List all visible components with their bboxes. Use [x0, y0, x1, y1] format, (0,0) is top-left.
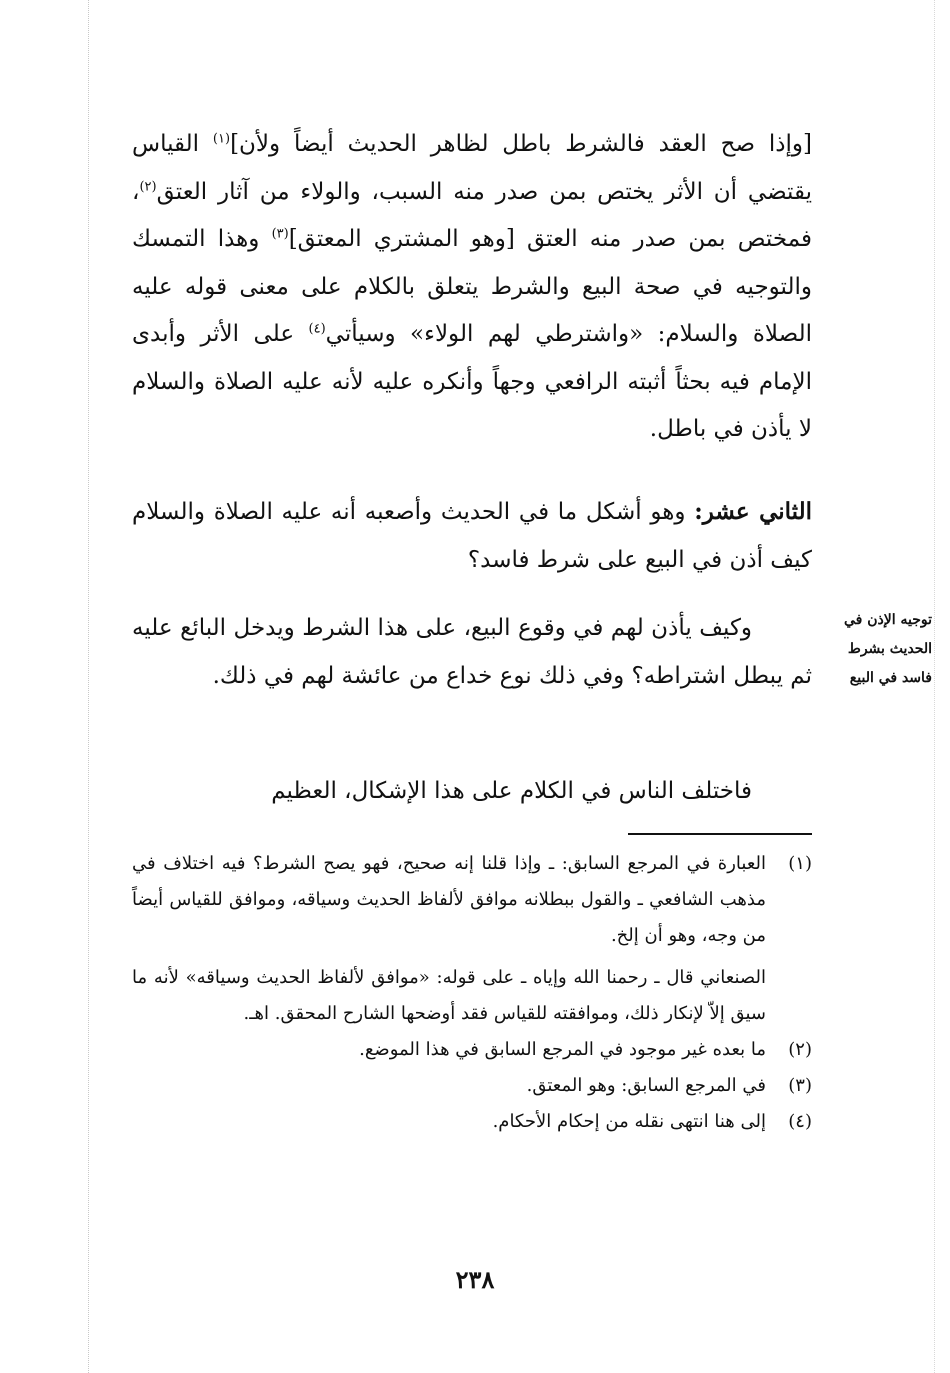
paragraph-text: [وإذا صح العقد فالشرط باطل لظاهر الحديث أيضاً ولأن] — [230, 131, 812, 157]
footnote-ref-3: (٣) — [271, 226, 289, 242]
footnote-1 — [132, 846, 812, 954]
section-lead: الثاني عشر: — [694, 498, 812, 525]
footnote-number: (٣) — [788, 1075, 812, 1096]
page-number: ٢٣٨ — [455, 1265, 495, 1294]
paragraph-text: وهو أشكل ما في الحديث وأصعبه أنه عليه الصلاة والسلام كيف أذن في البيع على شرط فاسد؟ — [132, 499, 812, 573]
footnote-ref-2: (٢) — [139, 178, 157, 194]
footnote-text: الصنعاني قال ـ رحمنا الله وإياه ـ على قوله: «موافق لألفاظ الحديث وسياقه» لأنه ما سيق إلاّ لإنكار ذلك، وموافقته للقياس فقد أوضحها الشارح المحقق. اهـ. — [132, 967, 766, 1024]
paragraph-text: على الأثر وأبدى الإمام فيه بحثاً أثبته الرافعي وجهاً وأنكره عليه لأنه عليه الصلاة والسلام لا يأذن في باطل. — [132, 321, 812, 442]
footnote-3 — [132, 1068, 812, 1104]
footnote-number: (١) — [788, 853, 812, 874]
paragraph-text: ، فمختص بمن صدر منه العتق [وهو المشتري المعتق] — [132, 178, 813, 252]
footnote-text: العبارة في المرجع السابق: ـ وإذا قلنا إنه صحيح، فهو يصح الشرط؟ فيه اختلاف في مذهب الشافعي ـ والقول ببطلانه موافق لألفاظ الحديث وسياقه، وموافق للقياس أيضاً من وجه، وهو أن إلخ. — [132, 853, 766, 946]
body-paragraph-3: وكيف يأذن لهم في وقوع البيع، على هذا الشرط ويدخل البائع عليه ثم يبطل اشتراطه؟ وفي ذلك نوع خداع من عائشة لهم في ذلك. — [132, 615, 812, 689]
paragraph-text: القياس يقتضي أن الأثر يختص بمن صدر منه السبب، والولاء من آثار العتق — [132, 131, 812, 205]
scan-artifact-line — [88, 0, 89, 1373]
footnote-ref-4: (٤) — [308, 321, 326, 337]
footnote-4 — [132, 1104, 812, 1140]
body-paragraph-1 — [132, 121, 812, 454]
margin-heading: توجيه الإذن في الحديث بشرط فاسد في البيع — [843, 612, 932, 686]
footnote-ref-1: (١) — [212, 131, 231, 147]
footnote-2 — [132, 1032, 812, 1068]
footnote-separator — [628, 833, 812, 835]
footnote-1-continuation — [132, 954, 812, 1032]
footnote-text: ما بعده غير موجود في المرجع السابق في هذا الموضع. — [359, 1039, 766, 1060]
scan-artifact-line — [934, 0, 935, 1373]
footnote-number: (٤) — [788, 1111, 812, 1132]
footnote-text: في المرجع السابق: وهو المعتق. — [526, 1075, 766, 1096]
footnote-text: إلى هنا انتهى نقله من إحكام الأحكام. — [492, 1111, 766, 1132]
body-paragraph-2 — [132, 488, 812, 584]
footnote-number: (٢) — [788, 1039, 812, 1060]
paragraph-text: وهذا التمسك والتوجيه في صحة البيع والشرط يتعلق بالكلام على معنى قوله عليه الصلاة والسلام: «واشترطي لهم الولاء» وسيأتي — [132, 226, 812, 347]
body-paragraph-4: فاختلف الناس في الكلام على هذا الإشكال، العظيم — [271, 778, 752, 804]
footnotes — [132, 846, 812, 1140]
